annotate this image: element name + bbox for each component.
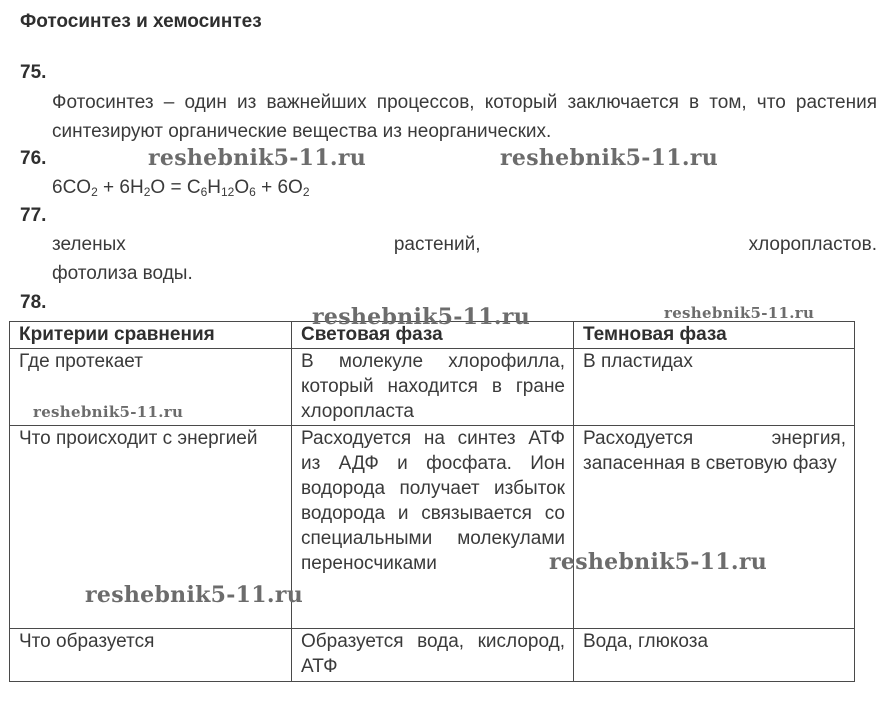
answer-77-word: растений, [393, 234, 481, 255]
eq-sub: 6 [249, 185, 256, 199]
table-cell: Вода, глюкоза [574, 629, 855, 682]
table-cell: В молекуле хлорофилла, который находится в гране хлоропласта [292, 349, 574, 426]
eq-sub: 12 [220, 185, 235, 199]
question-number-75: 75. [20, 62, 47, 83]
watermark: reshebnik5-11.ru [312, 304, 531, 330]
eq-sub: 6 [200, 185, 208, 199]
watermark: reshebnik5-11.ru [664, 304, 815, 322]
comparison-table [9, 321, 855, 682]
answer-75-text: Фотосинтез – один из важнейших процессов, который заключается в том, что растения синтезируют органические вещества из неорганических. [52, 92, 877, 142]
table-row [10, 629, 855, 682]
watermark: reshebnik5-11.ru [148, 145, 367, 171]
table-header-cell: Световая фаза [292, 322, 574, 349]
answer-77-line1 [52, 234, 877, 256]
answer-77-line2: фотолиза воды. [52, 263, 193, 284]
watermark: reshebnik5-11.ru [85, 582, 304, 608]
question-number-78: 78. [20, 292, 47, 313]
table-cell: Расходуется на синтез АТФ из АДФ и фосфата. Ион водорода получает избыток водорода и связывается со специальными молекулами переносчиками [292, 426, 574, 629]
eq-part: + 6H [97, 177, 144, 198]
table-cell: Образуется вода, кислород, АТФ [292, 629, 574, 682]
answer-77-word: хлоропластов. [748, 234, 877, 255]
page-title: Фотосинтез и хемосинтез [20, 11, 262, 32]
eq-sub: 2 [143, 185, 151, 199]
table-cell: Расходуется энергия, запасенная в световую фазу [574, 426, 855, 629]
eq-part: H [207, 177, 221, 198]
answer-76-equation [52, 177, 310, 199]
question-number-77: 77. [20, 205, 47, 226]
table-cell: Что происходит с энергией [10, 426, 292, 629]
eq-part: O = C [150, 177, 201, 198]
table-header-cell: Темновая фаза [574, 322, 855, 349]
watermark: reshebnik5-11.ru [500, 145, 719, 171]
eq-part: 6CO [52, 177, 92, 198]
table-cell: Что образуется [10, 629, 292, 682]
eq-part: O [234, 177, 250, 198]
watermark: reshebnik5-11.ru [33, 403, 184, 421]
eq-sub: 2 [91, 185, 98, 199]
eq-part: + 6O [255, 177, 303, 198]
table-header-cell: Критерии сравнения [10, 322, 292, 349]
answer-77-word: зеленых [52, 234, 126, 255]
table-cell: Где протекает [10, 349, 292, 426]
eq-sub: 2 [302, 185, 310, 199]
table-cell: В пластидах [574, 349, 855, 426]
watermark: reshebnik5-11.ru [549, 549, 768, 575]
question-number-76: 76. [20, 148, 47, 169]
